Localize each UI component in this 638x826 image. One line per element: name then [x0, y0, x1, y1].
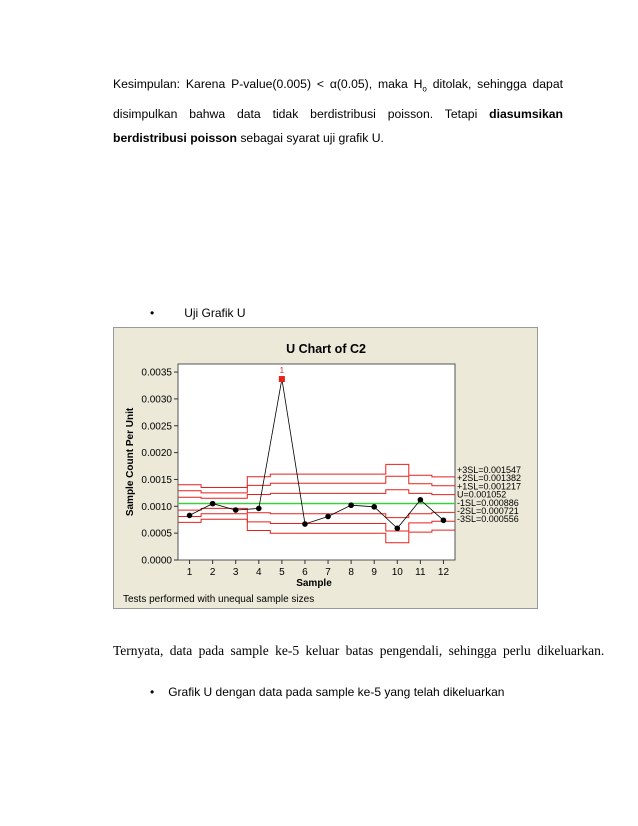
bullet-item-uji-grafik-u	[150, 306, 246, 320]
x-tick-label: 4	[256, 567, 262, 578]
bullet-item-text: Uji Grafik U	[184, 306, 246, 320]
x-tick-label: 6	[302, 567, 308, 578]
limit-label: -2SL=0.000721	[457, 506, 519, 516]
bullet-icon: •	[150, 306, 155, 320]
bullet-item-text: Grafik U dengan data pada sample ke-5 yang telah dikeluarkan	[168, 685, 505, 699]
conclusion-text-2: ditolak, sehingga dapat disimpulkan bahwa data tidak berdistribusi poisson. Tetapi	[113, 77, 563, 121]
limit-label: -3SL=0.000556	[457, 514, 519, 525]
data-point	[348, 502, 354, 508]
data-point	[187, 513, 193, 519]
chart-title: U Chart of C2	[286, 342, 366, 356]
x-tick-label: 3	[232, 567, 239, 578]
y-tick-label: 0.0030	[141, 394, 172, 406]
data-point	[371, 504, 377, 510]
data-point	[233, 507, 239, 513]
y-tick-label: 0.0025	[141, 421, 172, 433]
x-tick-label: 2	[209, 567, 216, 578]
bullet-icon: •	[150, 685, 155, 699]
chart-footnote: Tests performed with unequal sample sizes	[123, 594, 315, 605]
limit-label: +1SL=0.001217	[457, 481, 522, 492]
bullet-item-grafik-u-revised	[150, 685, 504, 699]
u-chart-svg	[114, 328, 537, 608]
data-point	[418, 497, 424, 503]
y-tick-label: 0.0020	[141, 448, 172, 460]
limit-label: -1SL=0.000886	[457, 497, 519, 508]
conclusion-text-1: Kesimpulan: Karena P-value(0.005) < α(0.05), maka H	[113, 77, 423, 91]
conclusion-bold-text: diasumsikan berdistribusi poisson	[113, 106, 563, 146]
x-axis-label: Sample	[296, 578, 332, 589]
x-tick-label: 12	[437, 567, 450, 578]
y-tick-label: 0.0035	[141, 367, 172, 379]
data-point	[394, 526, 400, 532]
data-point	[210, 501, 216, 507]
limit-label: U=0.001052	[457, 489, 507, 500]
data-point	[441, 517, 447, 523]
limit-labels-group	[457, 465, 521, 524]
data-point	[325, 514, 331, 520]
y-tick-label: 0.0010	[141, 501, 172, 513]
u-chart-figure	[113, 327, 538, 609]
x-tick-label: 11	[415, 567, 426, 578]
data-point-out-of-control	[279, 376, 285, 382]
x-tick-label: 7	[325, 567, 331, 578]
limit-label: +3SL=0.001547	[457, 465, 522, 475]
y-tick-label: 0.0000	[141, 555, 172, 567]
conclusion-text-3: sebagai syarat uji grafik U.	[236, 131, 384, 146]
y-tick-label: 0.0005	[141, 528, 172, 540]
result-paragraph: Ternyata, data pada sample ke-5 keluar batas pengendali, sehingga perlu dikeluarkan.	[113, 643, 605, 658]
x-tick-label: 10	[391, 567, 403, 578]
y-tick-label: 0.0015	[141, 474, 172, 486]
conclusion-paragraph	[113, 72, 563, 151]
y-axis-label: Sample Count Per Unit	[125, 407, 136, 517]
data-point	[302, 521, 308, 527]
x-tick-label: 1	[186, 567, 193, 578]
plot-area	[178, 364, 455, 560]
x-tick-label: 8	[348, 567, 354, 578]
out-of-control-label: 1	[279, 366, 285, 376]
limit-label: +2SL=0.001382	[457, 473, 522, 484]
x-tick-label: 9	[371, 567, 377, 578]
h0-subscript: o	[422, 84, 427, 94]
x-tick-label: 5	[279, 567, 285, 578]
data-point	[256, 506, 262, 512]
